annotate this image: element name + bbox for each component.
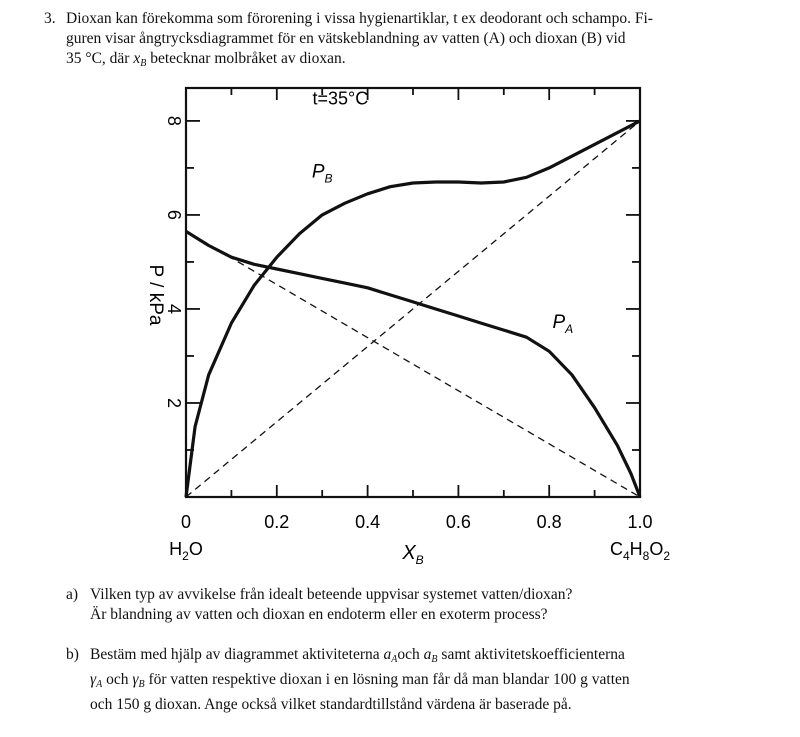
question-b-line-3: och 150 g dioxan. Ange också vilket standardtillstånd värdena är baserade på.: [90, 696, 572, 713]
var-gB-sub: B: [138, 679, 145, 690]
q-b-text-1: Bestäm med hjälp av diagrammet aktiviteterna: [90, 646, 384, 663]
annotation-sub: B: [324, 171, 333, 186]
x-tick-label: 1.0: [627, 512, 653, 532]
problem-number: 3.: [44, 10, 56, 27]
q-b-text-4: och: [102, 671, 133, 688]
var-gA-sub: A: [96, 679, 103, 690]
problem-statement: [44, 9, 760, 74]
x-end-label-dioxane-part: H: [629, 539, 643, 559]
x-tick-label: 0.6: [445, 512, 471, 532]
x-axis-label-sub: B: [415, 553, 424, 567]
problem-line-3: [66, 49, 760, 74]
chart-title: t=35°C: [312, 88, 369, 109]
annotation-sub: A: [565, 321, 574, 336]
question-b-label: b): [66, 646, 79, 663]
x-tick-label: 0.2: [264, 512, 290, 532]
problem-line-3-text: 35 °C, där: [66, 50, 134, 67]
x-end-label-water-part: H: [169, 539, 183, 559]
chart-svg: [0, 80, 800, 585]
x-end-label-dioxane-part: C: [609, 539, 623, 559]
x-end-label-dioxane-part: 4: [622, 549, 630, 563]
var-gA: γ: [90, 671, 97, 688]
problem-line-3-end: betecknar molbråket av dioxan.: [146, 50, 346, 67]
x-tick-label: 0.4: [355, 512, 381, 532]
problem-line-1: Dioxan kan förekomma som förorening i vissa hygienartiklar, t ex deodorant och schampo. Fi-: [66, 10, 653, 27]
annotation-pb: $P_B$: [311, 161, 333, 186]
x-end-label-dioxane-part: 8: [642, 549, 650, 563]
question-a: [66, 585, 756, 625]
annotation-pa: $P_A$: [552, 311, 574, 336]
var-aB-sub: B: [431, 654, 438, 665]
question-a-label: a): [66, 586, 79, 603]
x-tick-label: 0.8: [536, 512, 562, 532]
x-end-label-water: [169, 539, 203, 563]
x-end-label-dioxane-part: 2: [663, 549, 671, 563]
y-tick-label: 4: [164, 303, 184, 314]
y-tick-label: 6: [164, 209, 184, 220]
question-a-line-1: Vilken typ av avvikelse från idealt beteende uppvisar systemet vatten/dioxan?: [90, 586, 573, 603]
series-line-ideal-2: [186, 231, 640, 497]
series-line-ideal-3: [186, 121, 640, 497]
x-end-label-dioxane: [610, 539, 670, 563]
q-b-text-3: samt aktivitetskoefficienterna: [437, 646, 625, 663]
y-axis-label: P / kPa: [145, 264, 166, 326]
x-end-label-water-part: 2: [182, 549, 189, 563]
plot-frame: [186, 88, 640, 497]
q-b-text-2: och: [397, 646, 424, 663]
var-aA-sub: A: [391, 654, 398, 665]
vapor-pressure-chart: [0, 80, 800, 585]
x-end-label-dioxane-part: O: [649, 539, 664, 559]
x-axis-label: $X_B$: [402, 542, 424, 567]
question-b-line-2: [90, 670, 756, 695]
var-x: x: [133, 50, 141, 67]
question-a-line-2: Är blandning av vatten och dioxan en endoterm eller en exoterm process?: [90, 606, 548, 623]
x-tick-label: 0: [180, 512, 192, 532]
problem-line-2: guren visar ångtrycksdiagrammet för en vätskeblandning av vatten (A) och dioxan (B) vid: [66, 30, 626, 47]
y-tick-label: 8: [164, 115, 184, 126]
var-aA: a: [383, 646, 392, 663]
question-b-line-1: [90, 645, 756, 670]
var-gB: γ: [132, 671, 139, 688]
problem-text: [66, 9, 760, 74]
var-x-sub: B: [140, 58, 147, 69]
q-b-text-5: för vatten respektive dioxan i en lösning man får då man blandar 100 g vatten: [144, 671, 630, 688]
var-aB: a: [423, 646, 432, 663]
x-end-label-water-part: O: [188, 539, 203, 559]
question-b: [66, 645, 756, 715]
y-tick-label: 2: [164, 397, 184, 408]
